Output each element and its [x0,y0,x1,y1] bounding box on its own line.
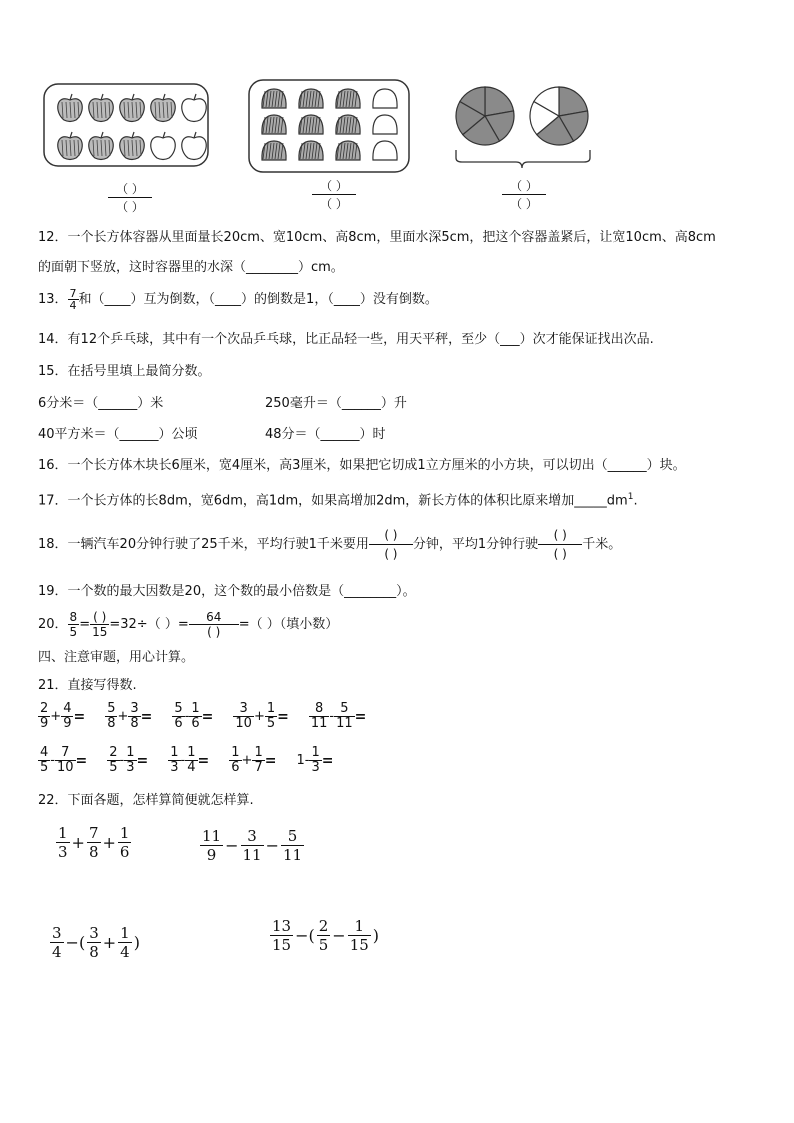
q17-blank: _____ [574,493,607,509]
fraction [168,746,180,775]
denominator: 3 [58,843,68,861]
operator: + [241,753,253,768]
numerator: 1 [311,745,320,760]
fraction [87,824,101,861]
q21-row-1 [38,702,386,731]
numerator: 8 [309,702,330,717]
q20-fraction-3: $\frac{64}{( )}$ [189,610,239,639]
numerator: 1 [119,824,130,842]
calc-item [38,746,87,775]
peaches-answer-fraction: （ ） （ ） [312,177,356,212]
whole-number: 1 [296,753,305,768]
equals-sign: = [140,708,153,725]
circles-answer-fraction: （ ） （ ） [502,177,546,212]
operator: - [50,753,55,768]
close-paren: ) [133,933,140,952]
numerator: 4 [63,701,72,716]
numerator: 3 [52,924,62,942]
fraction [38,746,50,775]
q15-d: 48分＝（______）时 [265,427,386,442]
fraction [124,746,136,775]
q13-prefix: 13． [38,292,68,307]
figure-circles [450,80,600,180]
q17-unit: dm [606,493,628,509]
fraction-circle [456,87,514,145]
numerator: 3 [233,702,254,717]
denominator: 15 [349,936,369,954]
numerator: 5 [107,701,116,716]
q20-fraction-2: $\frac{( )}{15}$ [92,610,108,639]
numerator: 7 [88,824,99,842]
q21-title: 21．直接写得数. [38,678,137,693]
operator: + [253,709,265,724]
q12-line1: 12．一个长方体容器从里面量长20cm、宽10cm、高8cm，里面水深5cm，把这个容器盖紧后，让宽10cm、高8cm [38,230,716,245]
operator: − [225,836,239,855]
operator: + [117,709,129,724]
fraction [317,917,331,954]
numerator: 2 [109,745,118,760]
q13-text: 和（____）互为倒数，（____）的倒数是1，（____）没有倒数。 [78,292,438,307]
numerator: 1 [187,745,196,760]
shaded-apple-icon [120,94,145,122]
peach-tray-drawing [247,77,412,175]
numerator: 1 [120,924,130,942]
apple-tray-drawing [42,80,212,170]
operator: −( [65,933,86,952]
denominator: 7 [254,760,263,775]
fraction [270,917,293,954]
operator: + [102,933,117,952]
fraction [233,702,254,731]
q19: 19．一个数的最大因数是20，这个数的最小倍数是（________）。 [38,584,416,599]
numerator: 2 [40,701,49,716]
operator: - [180,753,186,768]
q18-fraction-2: ( ) ( ) [538,526,582,563]
shaded-apple-icon [151,94,176,122]
denominator: 4 [187,760,196,775]
q20-prefix: 20． [38,617,68,632]
shaded-apple-icon [89,132,114,160]
equals-sign: = [277,708,289,725]
operator: − [332,926,346,945]
close-paren: ) [372,926,380,945]
fraction [252,746,264,775]
calc-item [229,746,276,775]
denominator: 6 [119,843,130,861]
peach-icon [373,115,397,134]
numerator: 1 [254,745,263,760]
q18-part1: 18．一辆汽车20分钟行驶了25千米，平均行驶1千米要用 [38,537,369,552]
denominator: 3 [311,760,320,775]
q15-title: 15．在括号里填上最简分数。 [38,364,211,379]
numerator: 1 [231,745,240,760]
apples-answer-fraction: （ ） （ ） [108,180,152,215]
shaded-apple-icon [58,94,83,122]
q17-text: 17．一个长方体的长8dm，宽6dm，高1dm，如果高增加2dm，新长方体的体积比原来增加 [38,493,575,509]
shaded-peach-icon [336,89,360,108]
numerator: 13 [272,917,292,935]
calc-item [309,702,367,731]
denominator: 6 [231,760,240,775]
numerator: 4 [40,745,49,760]
fraction [38,702,50,731]
denominator: 9 [206,846,217,864]
circles-drawing [450,80,600,180]
denominator: 9 [40,716,49,731]
fraction [309,746,321,775]
q21-row-2 [38,746,353,775]
equals-sign: = [75,752,88,769]
operator: - [184,709,190,724]
numerator: 1 [348,917,371,936]
figure-apples [42,80,212,170]
calc-item [168,746,209,775]
denominator: 6 [174,716,183,731]
operator: - [329,709,335,724]
shaded-apple-icon [89,94,114,122]
calc-item [107,746,148,775]
q20 [38,610,338,639]
calc-item [172,702,213,731]
equals-sign: = [136,752,149,769]
operator: −( [295,926,315,945]
operator: − [265,836,279,855]
shaded-peach-icon [336,115,360,134]
fraction [229,746,241,775]
fraction [128,702,140,731]
denominator: 8 [88,843,99,861]
denominator: 5 [109,760,118,775]
calc-item [296,746,333,775]
calc-item [38,702,85,731]
q12-line2: 的面朝下竖放，这时容器里的水深（________）cm。 [38,260,344,275]
q20-fraction-1: $\frac{8}{5}$ [69,610,78,639]
fraction-circle [530,87,588,145]
equals-sign: = [73,708,86,725]
q17 [38,488,638,510]
figure-peaches [247,77,412,175]
denominator: 8 [130,716,139,731]
fraction [189,702,201,731]
q22-expression-1 [56,824,131,861]
q16: 16．一个长方体木块长6厘米，宽4厘米，高3厘米，如果把它切成1立方厘米的小方块，可以切出（______）块。 [38,458,686,473]
fraction [185,746,197,775]
numerator: 5 [334,702,355,717]
shaded-peach-icon [299,89,323,108]
numerator: 5 [174,701,183,716]
denominator: 11 [242,846,262,864]
brace [456,150,590,168]
fraction [87,924,101,961]
fraction [105,702,117,731]
fraction [118,924,132,961]
apple-icon [182,94,207,122]
fraction [334,702,355,731]
shaded-peach-icon [262,115,286,134]
q20-end: =（ ）（填小数） [238,617,339,632]
shaded-apple-icon [120,132,145,160]
denominator: 5 [266,716,276,731]
denominator: 4 [120,943,130,961]
denominator: 5 [40,760,49,775]
denominator: 8 [107,716,116,731]
apple-icon [182,132,207,160]
denominator: 5 [318,936,329,954]
denominator: 8 [89,943,99,961]
numerator: 1 [126,745,135,760]
fraction [309,702,330,731]
fraction [50,924,64,961]
section-4-heading: 四、注意审题，用心计算。 [38,650,195,665]
denominator: 10 [235,716,252,731]
fraction [55,746,76,775]
q18 [38,526,621,563]
fraction [281,827,304,864]
numerator: 11 [202,827,222,845]
numerator: 1 [191,701,200,716]
peach-icon [373,141,397,160]
equals-sign: = [201,708,214,725]
q17-end: . [633,493,638,509]
numerator: 1 [58,824,68,842]
denominator: 11 [336,716,353,731]
operator: - [119,753,125,768]
q20-eq: = [79,617,91,632]
denominator: 6 [191,716,200,731]
numerator: 2 [318,917,329,935]
numerator: 3 [241,827,264,846]
denominator: 3 [170,760,179,775]
fraction [200,827,223,864]
calc-item [105,702,152,731]
fraction [107,746,119,775]
calc-item [233,702,288,731]
q22-expression-3 [50,924,142,961]
fraction [56,824,70,861]
denominator: 9 [63,716,72,731]
shaded-peach-icon [262,141,286,160]
denominator: 11 [283,846,303,864]
equals-sign: = [264,752,277,769]
q15-b: 250毫升＝（______）升 [265,396,407,411]
shaded-peach-icon [336,141,360,160]
shaded-peach-icon [262,89,286,108]
equals-sign: = [197,752,210,769]
fraction [265,702,277,731]
shaded-peach-icon [299,115,323,134]
numerator: 5 [281,827,304,846]
operator: + [102,833,116,852]
shaded-apple-icon [58,132,83,160]
numerator: 3 [89,924,99,942]
q13-fraction: $\frac{7}{4}$ [69,287,77,312]
denominator: 15 [272,936,292,954]
fraction [348,917,371,954]
denominator: 10 [56,760,74,775]
shaded-peach-icon [299,141,323,160]
numerator: 1 [170,745,179,760]
fraction [118,824,132,861]
operator: + [50,709,62,724]
fraction [172,702,184,731]
equals-sign: = [354,708,367,725]
q18-part3: 千米。 [582,537,622,552]
denominator: 3 [126,760,135,775]
operator: + [71,833,85,852]
q15-c: 40平方米＝（______）公顷 [38,427,198,442]
peach-icon [373,89,397,108]
operator: - [304,753,310,768]
q13 [38,288,438,311]
q20-mid: =32÷（ ）= [109,617,189,632]
fraction [61,702,73,731]
q14: 14．有12个乒乓球，其中有一个次品乒乓球，比正品轻一些，用天平秤，至少（___）次才能保证找出次品. [38,332,654,347]
q17-sup: 1 [627,492,634,502]
equals-sign: = [321,752,334,769]
q22-expression-4 [270,917,381,954]
numerator: 3 [130,701,139,716]
numerator: 1 [266,701,276,716]
apple-icon [151,132,176,160]
q22-expression-2 [200,827,304,864]
numerator: 7 [55,746,76,761]
q18-fraction-1: ( ) ( ) [369,526,413,563]
q15-a: 6分米＝（______）米 [38,396,164,411]
fraction [241,827,264,864]
q22-title: 22．下面各题，怎样算简便就怎样算. [38,793,254,808]
q18-part2: 分钟，平均1分钟行驶 [412,537,539,552]
denominator: 4 [52,943,62,961]
denominator: 11 [310,716,328,731]
